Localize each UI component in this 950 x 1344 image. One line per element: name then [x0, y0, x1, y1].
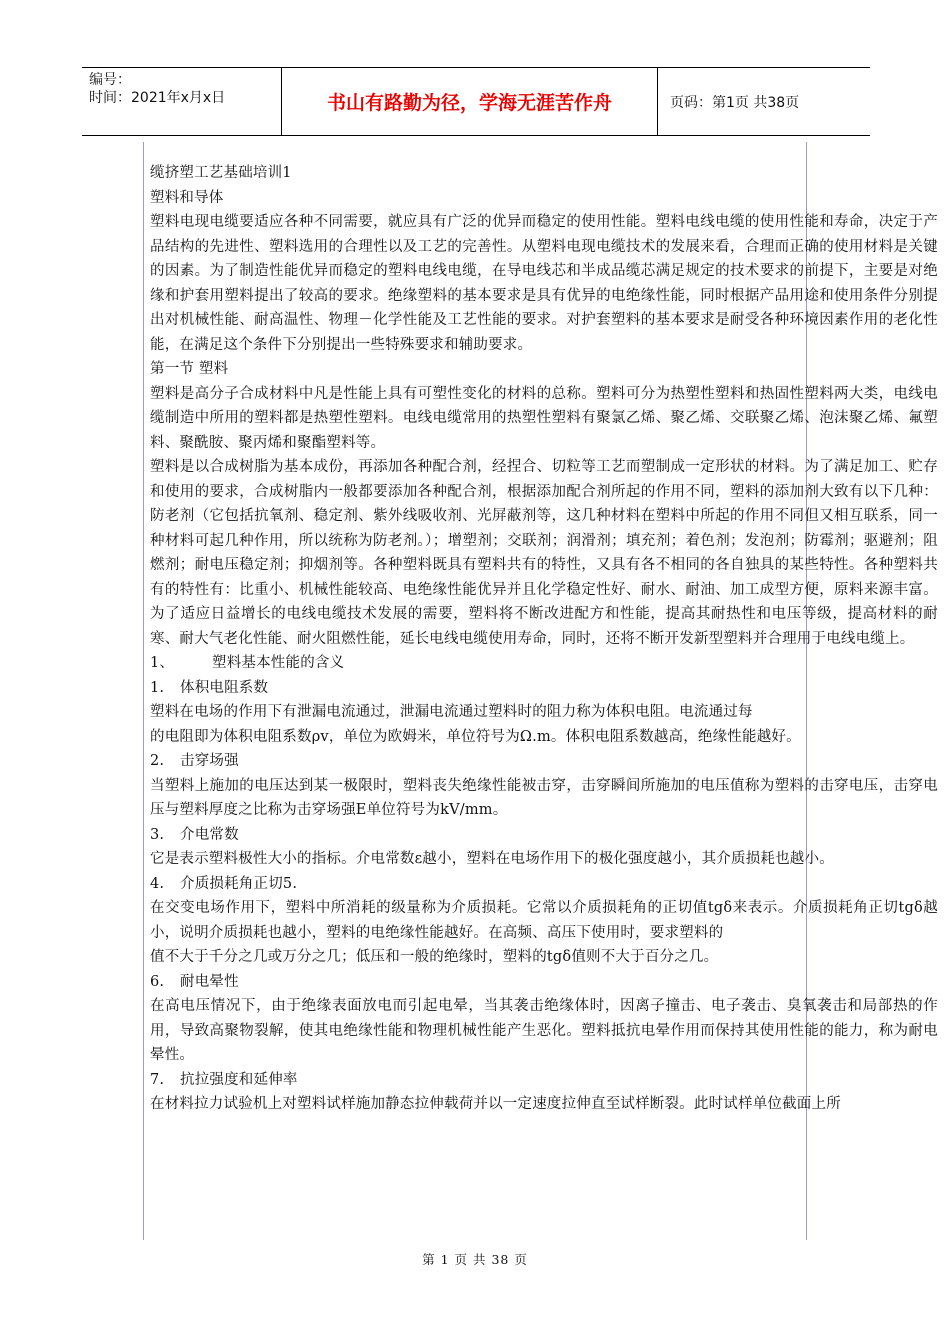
section1-paragraph-2: 塑料是以合成树脂为基本成份，再添加各种配合剂，经捏合、切粒等工艺而塑制成一定形状的材料。为了满足加工、贮存和使用的要求，合成树脂内一般都要添加各种配合剂，根据添加配合剂所起的作用不同，塑料的添加剂大致有以下几种：防老剂（它包括抗氧剂、稳定剂、紫外线吸收剂、光屏蔽剂等，这几种材料在塑料中所起的作用不同但又相互联系，同一种材料可起几种作用，所以统称为防老剂。）；增塑剂；交联剂；润滑剂；填充剂；着色剂；发泡剂；防霉剂；驱避剂；阻燃剂；耐电压稳定剂；抑烟剂等。各种塑料既具有塑料共有的特性，又具有各不相同的各自独具的某些特性。各种塑料共有的特性有：比重小、机械性能较高、电绝缘性能优异并且化学稳定性好、耐水、耐油、加工成型方便，原料来源丰富。为了适应日益增长的电线电缆技术发展的需要，塑料将不断改进配方和性能，提高其耐热性和电压等级，提高材料的耐寒、耐大气老化性能、耐火阻燃性能，延长电线电缆使用寿命，同时，还将不断开发新型塑料并合理用于电线电缆上。 — [150, 459, 938, 647]
subsection-4-title: 介质损耗角正切5. — [180, 875, 298, 892]
item-heading — [150, 651, 938, 676]
section1-paragraph-1: 塑料是高分子合成材料中凡是性能上具有可塑性变化的材料的总称。塑料可分为热塑性塑料和热固性塑料两大类，电线电缆制造中所用的塑料都是热塑性塑料。电线电缆常用的热塑性塑料有聚氯乙烯、聚乙烯、交联聚乙烯、泡沫聚乙烯、氟塑料、聚酰胺、聚丙烯和聚酯塑料等。 — [150, 385, 938, 451]
subsection-3-heading — [150, 823, 938, 848]
subsection-1-title: 体积电阻系数 — [180, 679, 269, 696]
document-body — [150, 161, 938, 1117]
time-label: 时间：2021年x月x日 — [89, 90, 226, 106]
subsection-2-heading — [150, 749, 938, 774]
subsection-2-text: 当塑料上施加的电压达到某一极限时，塑料丧失绝缘性能被击穿，击穿瞬间所施加的电压值称为塑料的击穿电压，击穿电压与塑料厚度之比称为击穿场强E单位符号为kV/mm。 — [150, 777, 938, 818]
header-table — [82, 67, 870, 136]
subsection-6-number: 6. — [150, 973, 165, 990]
subsection-3-title: 介电常数 — [180, 826, 239, 843]
subsection-2-number: 2. — [150, 753, 165, 769]
motto: 书山有路勤为径，学海无涯苦作舟 — [282, 68, 658, 135]
subsection-7-text: 在材料拉力试验机上对塑料试样施加静态拉伸载荷并以一定速度拉伸直至试样断裂。此时试样单位截面上所 — [150, 1096, 841, 1112]
subsection-2-title: 击穿场强 — [180, 753, 239, 769]
doc-subtitle: 塑料和导体 — [150, 189, 224, 206]
page-footer: 第 1 页 共 38 页 — [422, 1252, 528, 1267]
subsection-1-line-2: 的电阻即为体积电阻系数ρv，单位为欧姆米，单位符号为Ω.m。体积电阻系数越高，绝缘性能越好。 — [150, 728, 801, 745]
section1-title: 第一节 塑料 — [150, 361, 229, 377]
subsection-6-title: 耐电晕性 — [180, 973, 239, 990]
item-title: 塑料基本性能的含义 — [212, 655, 345, 671]
subsection-1-number: 1. — [150, 679, 165, 696]
subsection-3-text: 它是表示塑料极性大小的指标。介电常数ε越小，塑料在电场作用下的极化强度越小，其介质损耗也越小。 — [150, 851, 834, 867]
subsection-7-title: 抗拉强度和延伸率 — [180, 1071, 298, 1088]
subsection-6-text: 在高电压情况下，由于绝缘表面放电而引起电晕，当其袭击绝缘体时，因离子撞击、电子袭击、臭氧袭击和局部热的作用，导致高聚物裂解，使其电绝缘性能和物理机械性能产生恶化。塑料抵抗电晕作用而保持其使用性能的能力，称为耐电晕性。 — [150, 998, 938, 1063]
left-margin-line — [143, 142, 144, 1240]
subsection-4-line-1: 在交变电场作用下，塑料中所消耗的级量称为介质损耗。它常以介质损耗角的正切值tgδ来表示。介质损耗角正切tgδ越小，说明介质损耗也越小，塑料的电绝缘性能越好。在高频、高压下使用时，要求塑料的 — [150, 900, 938, 941]
subsection-4-number: 4. — [150, 875, 165, 892]
subsection-4-line-2: 值不大于千分之几或万分之几；低压和一般的绝缘时，塑料的tgδ值则不大于百分之几。 — [150, 949, 719, 965]
doc-title: 缆挤塑工艺基础培训1 — [150, 165, 292, 181]
subsection-7-heading — [150, 1068, 938, 1093]
number-label: 编号： — [89, 72, 131, 88]
intro-paragraph: 塑料电现电缆要适应各种不同需要，就应具有广泛的优异而稳定的使用性能。塑料电线电缆的使用性能和寿命，决定于产品结构的先进性、塑料选用的合理性以及工艺的完善性。从塑料电现电缆技术的发展来看，合理而正确的使用材料是关键的因素。为了制造性能优异而稳定的塑料电线电缆，在导电线芯和半成品缆芯满足规定的技术要求的前提下，主要是对绝缘和护套用塑料提出了较高的要求。绝缘塑料的基本要求是具有优异的电绝缘性能，同时根据产品用途和使用条件分别提出对机械性能、耐高温性、物理－化学性能及工艺性能的要求。对护套塑料的基本要求是耐受各种环境因素作用的老化性能，在满足这个条件下分别提出一些特殊要求和辅助要求。 — [150, 214, 938, 353]
subsection-4-heading — [150, 872, 938, 897]
subsection-1-heading — [150, 676, 938, 701]
item-number: 1、 — [150, 655, 175, 671]
subsection-3-number: 3. — [150, 826, 165, 843]
page-info: 页码：第1页 共38页 — [670, 94, 800, 111]
subsection-1-line-1: 塑料在电场的作用下有泄漏电流通过，泄漏电流通过塑料时的阻力称为体积电阻。电流通过每 — [150, 704, 753, 720]
header-meta — [82, 68, 282, 135]
subsection-6-heading — [150, 970, 938, 995]
subsection-7-number: 7. — [150, 1071, 165, 1088]
